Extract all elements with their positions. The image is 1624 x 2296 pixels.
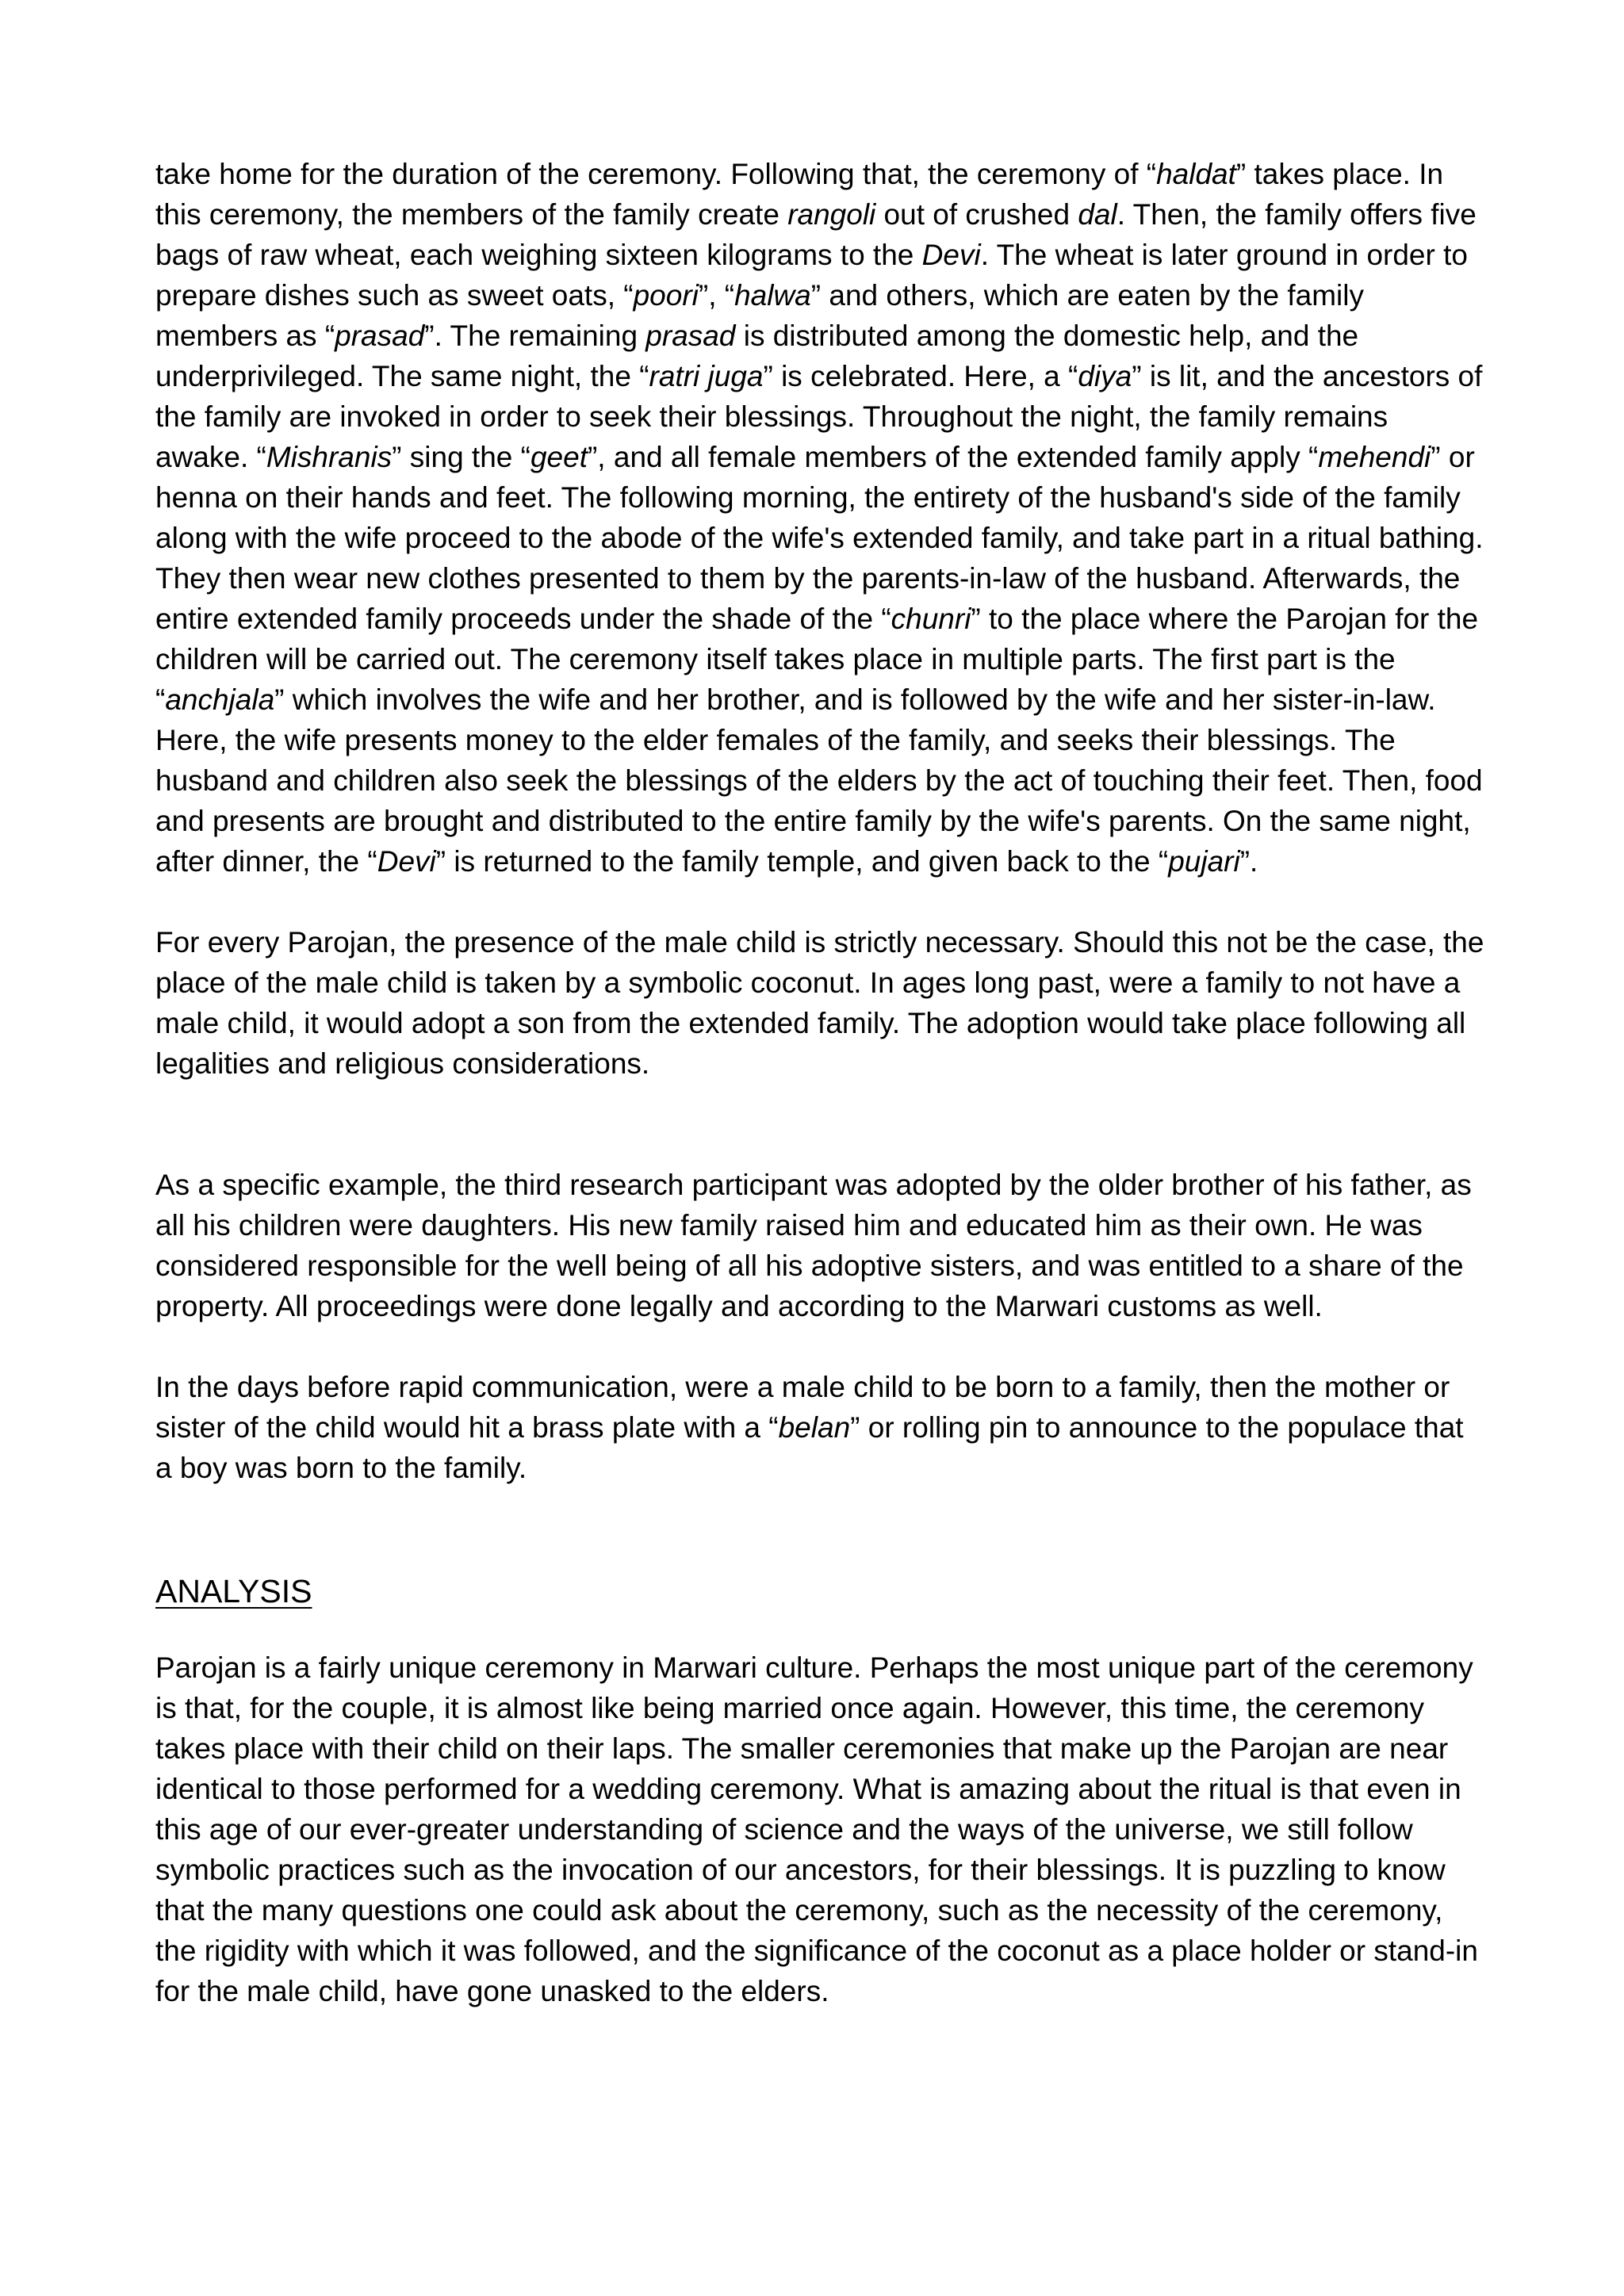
analysis-heading: ANALYSIS [155,1573,312,1609]
italic-term: rangoli [787,198,876,231]
italic-term: chunri [891,603,971,635]
male-child-requirement-paragraph: For every Parojan, the presence of the male child is strictly necessary. Should this not be the case, the place of the male child is taken by a symbolic coconut. In ages long past, were a family to not have a male child, it would adopt a son from the extended family. The adoption would take place following all legalities and religious considerations. [155,926,1484,1080]
italic-term: prasad [335,320,425,352]
italic-term: Devi [377,845,436,878]
brass-plate-announcement-paragraph: In the days before rapid communication, were a male child to be born to a family, then the mother or sister of the child would hit a brass plate with a “belan” or rolling pin to announce to the populace that a boy was born to the family. [155,1371,1464,1484]
italic-term: belan [778,1411,851,1444]
italic-term: prasad [645,320,736,352]
italic-term: Mishranis [266,441,393,473]
italic-term: Devi [921,239,981,271]
ceremony-description-paragraph: take home for the duration of the ceremony. Following that, the ceremony of “haldat” takes place. In this ceremony, the members of the family create rangoli out of crushed dal. Then, the family offers five bags of raw wheat, each weighing sixteen kilograms to the Devi. The wheat is later ground in order to prepare dishes such as sweet oats, “poori”, “halwa” and others, which are eaten by the family members as “prasad”. The remaining prasad is distributed among the domestic help, and the underprivileged. The same night, the “ratri juga” is celebrated. Here, a “diya” is lit, and the ancestors of the family are invoked in order to seek their blessings. Throughout the night, the family remains awake. “Mishranis” sing the “geet”, and all female members of the extended family apply “mehendi” or henna on their hands and feet. The following morning, the entirety of the husband's side of the family along with the wife proceed to the abode of the wife's extended family, and take part in a ritual bathing. They then wear new clothes presented to them by the parents-in-law of the husband. Afterwards, the entire extended family proceeds under the shade of the “chunri” to the place where the Parojan for the children will be carried out. The ceremony itself takes place in multiple parts. The first part is the “anchjala” which involves the wife and her brother, and is followed by the wife and her sister-in-law. Here, the wife presents money to the elder females of the family, and seeks their blessings. The husband and children also seek the blessings of the elders by the act of touching their feet. Then, food and presents are brought and distributed to the entire family by the wife's parents. On the same night, after dinner, the “Devi” is returned to the family temple, and given back to the “pujari”. [155,158,1484,878]
adoption-example-paragraph: As a specific example, the third research participant was adopted by the older brother of his father, as all his children were daughters. His new family raised him and educated him as their own. He was considered responsible for the well being of all his adoptive sisters, and was entitled to a share of the property. All proceedings were done legally and according to the Marwari customs as well. [155,1169,1472,1322]
italic-term: poori [633,279,699,312]
document-page [155,154,1488,2011]
italic-term: diya [1078,360,1132,392]
analysis-paragraph: Parojan is a fairly unique ceremony in Marwari culture. Perhaps the most unique part of the ceremony is that, for the couple, it is almost like being married once again. However, this time, the ceremony takes place with their child on their laps. The smaller ceremonies that make up the Parojan are near identical to those performed for a wedding ceremony. What is amazing about the ritual is that even in this age of our ever-greater understanding of science and the ways of the universe, we still follow symbolic practices such as the invocation of our ancestors, for their blessings. It is puzzling to know that the many questions one could ask about the ceremony, such as the necessity of the ceremony, the rigidity with which it was followed, and the significance of the coconut as a place holder or stand-in for the male child, have gone unasked to the elders. [155,1651,1478,2007]
italic-term: anchjala [165,683,275,716]
italic-term: haldat [1156,158,1236,190]
italic-term: halwa [734,279,811,312]
italic-term: geet [530,441,588,473]
italic-term: ratri juga [649,360,764,392]
italic-term: mehendi [1318,441,1431,473]
italic-term: dal [1078,198,1117,231]
italic-term: pujari [1168,845,1240,878]
